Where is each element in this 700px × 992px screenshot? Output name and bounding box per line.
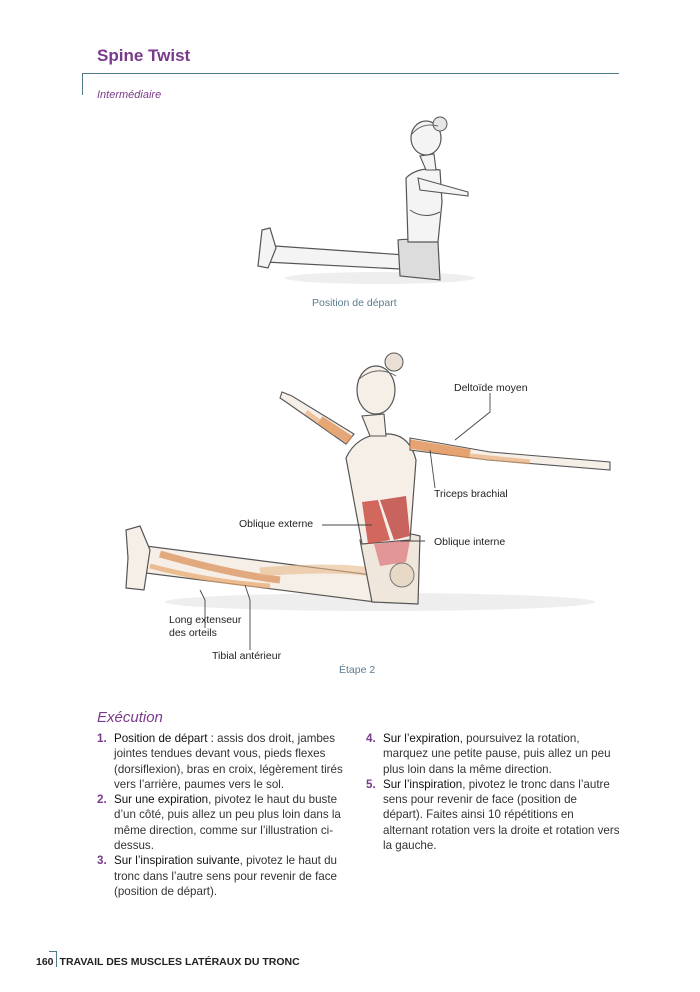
chapter-title: TRAVAIL DES MUSCLES LATÉRAUX DU TRONC <box>59 956 300 968</box>
start-position-caption: Position de départ <box>312 297 397 309</box>
label-deltoid: Deltoïde moyen <box>454 382 528 394</box>
step-number: 4. <box>366 732 376 745</box>
step-lead: Sur l’inspiration <box>383 777 463 791</box>
step-lead: Sur l’expiration <box>383 732 460 745</box>
step-text: , poursuivez la rotation, marquez une petite pause, puis allez un peu plus loin dans la même direction. <box>383 732 611 776</box>
steps-column-right <box>366 731 620 853</box>
step-item <box>97 853 352 899</box>
step-lead: Sur l’inspiration suivante <box>114 854 240 868</box>
page-footer <box>36 956 300 968</box>
step-text: , pivotez le haut du tronc dans l’autre sens pour revenir de face (position de départ). <box>114 854 337 898</box>
label-internal-oblique: Oblique interne <box>434 536 506 548</box>
label-extensor-digitorum-line1: Long extenseur <box>169 614 242 626</box>
step-item <box>97 792 352 853</box>
label-tibialis-anterior: Tibial antérieur <box>212 650 282 662</box>
page-title: Spine Twist <box>97 46 191 65</box>
page-number: 160 <box>36 956 54 968</box>
label-triceps: Triceps brachial <box>434 488 508 500</box>
step-text: assis dos droit, jambes jointes tendues devant vous, pieds flexes (dorsiflexion), bras en croix, légèrement tirés vers l’arrière, paumes vers le sol. <box>114 732 343 791</box>
step-number: 2. <box>97 793 107 807</box>
step-lead: Position de départ : <box>114 732 214 745</box>
footer-rule <box>49 951 56 952</box>
steps-column-left <box>97 731 352 899</box>
execution-heading: Exécution <box>97 709 163 726</box>
label-extensor-digitorum-line2: des orteils <box>169 627 217 639</box>
step-number: 5. <box>366 777 376 791</box>
step-text: , pivotez le haut du buste d’un côté, puis allez un peu plus loin dans la même direction, comme sur l’illustration ci-dessus. <box>114 793 341 853</box>
step-number: 3. <box>97 854 107 868</box>
step-number: 1. <box>97 732 107 745</box>
label-external-oblique: Oblique externe <box>239 518 314 530</box>
step-two-caption: Étape 2 <box>339 664 376 676</box>
step-item <box>366 777 620 853</box>
difficulty-level: Intermédiaire <box>97 89 162 101</box>
step-item <box>97 731 352 792</box>
step-text: , pivotez le tronc dans l’autre sens pour revenir de face (position de départ). Faites ainsi 10 répétitions en alternant rotation vers la droite et rotation vers la gauche. <box>383 777 620 853</box>
step-lead: Sur une expiration <box>114 793 209 807</box>
step-item <box>366 731 620 777</box>
